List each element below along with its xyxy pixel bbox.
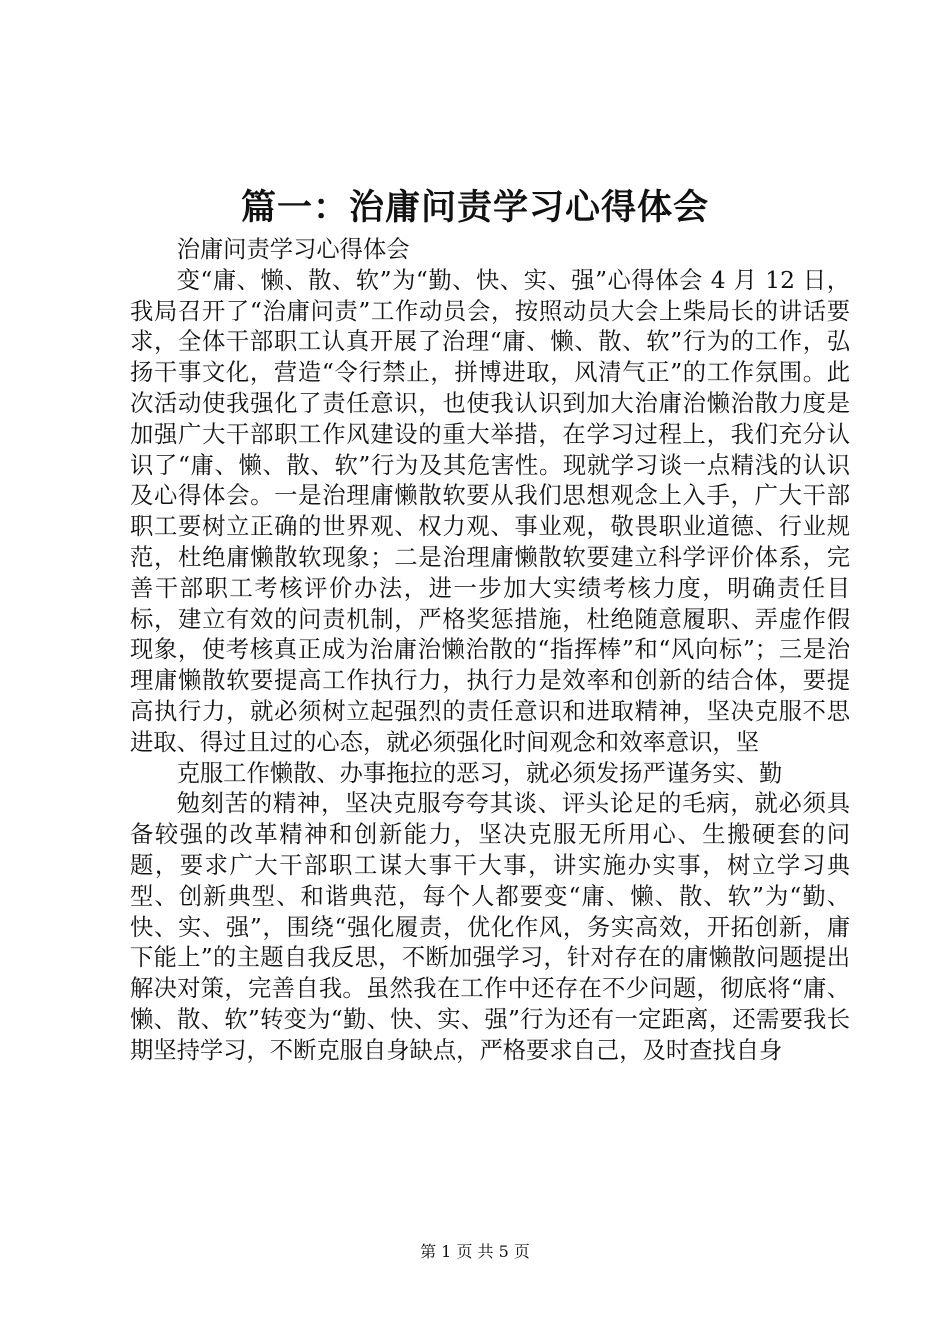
paragraph-subtitle: 治庸问责学习心得体会 xyxy=(176,236,410,263)
paragraph-final: 勉刻苦的精神，坚决克服夸夸其谈、评头论足的毛病，就必须具备较强的改革精神和创新能力，坚决克服无所用心、生搬硬套的问题，要求广大干部职工谋大事干大事，讲实施办实事，树立学习典型、创新典型、和谐典范，每个人都要变“庸、懒、散、软”为“勤、快、实、强”，围绕“强化履责，优化作风，务实高效，开拓创新，庸下能上”的主题自我反思，不断加强学习，针对存在的庸懒散问题提出解决对策，完善自我。虽然我在工作中还存在不少问题，彻底将“庸、懒、散、软”转变为“勤、快、实、强”行为还有一定距离，还需要我长期坚持学习，不断克服自身缺点，严格要求自己，及时查找自身 xyxy=(130,790,850,1064)
document-title: 篇一：治庸问责学习心得体会 xyxy=(240,187,709,228)
paragraph-continued: 克服工作懒散、办事拖拉的恶习，就必须发扬严谨务实、勤 xyxy=(176,759,783,787)
paragraph-main: 变“庸、懒、散、软”为“勤、快、实、强”心得体会 4 月 12 日，我局召开了“治庸问责”工作动员会，按照动员大会上柴局长的讲话要求，全体干部职工认真开展了治理“庸、懒、散、软”行为的工作，弘扬干事文化，营造“令行禁止，拼博进取，风清气正”的工作氛围。此次活动使我强化了责任意识，也使我认识到加大治庸治懒治散力度是加强广大干部职工作风建设的重大举措，在学习过程上，我们充分认识了“庸、懒、散、软”行为及其危害性。现就学习谈一点精浅的认识及心得体会。一是治理庸懒散软要从我们思想观念上入手，广大干部职工要树立正确的世界观、权力观、事业观，敬畏职业道德、行业规范，杜绝庸懒散软现象；二是治理庸懒散软要建立科学评价体系，完善干部职工考核评价办法，进一步加大实绩考核力度，明确责任目标，建立有效的问责机制，严格奖惩措施，杜绝随意履职、弄虚作假现象，使考核真正成为治庸治懒治散的“指挥棒”和“风向标”；三是治理庸懒散软要提高工作执行力，执行力是效率和创新的结合体，要提高执行力，就必须树立起强烈的责任意识和进取精神，坚决克服不思进取、得过且过的心态，就必须强化时间观念和效率意识，坚 xyxy=(130,266,850,756)
document-body xyxy=(130,235,850,1067)
page-footer: 第 1 页 共 5 页 xyxy=(420,1242,530,1261)
